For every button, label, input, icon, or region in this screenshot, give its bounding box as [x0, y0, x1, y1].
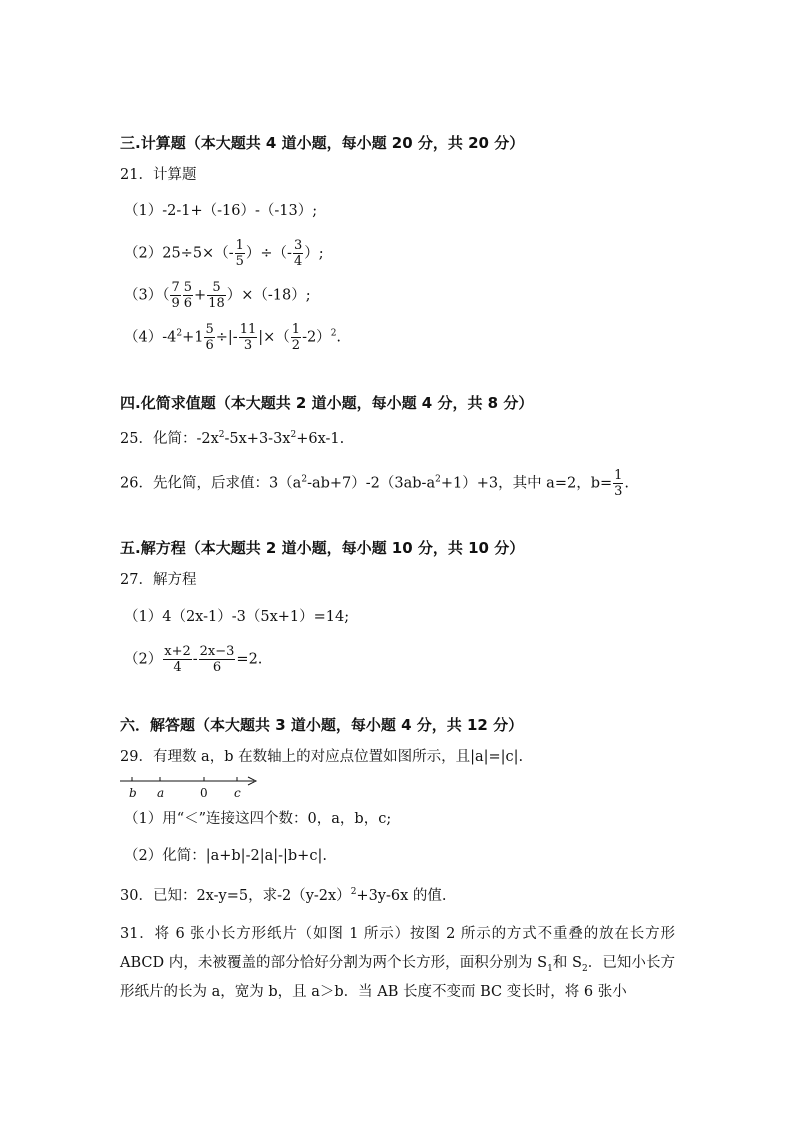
q29-part-2: （2）化简：|a+b|-2|a|-|b+c|. — [124, 848, 327, 864]
question-27: 27．解方程 — [120, 572, 197, 588]
fraction: $\frac{5}{6}$ — [183, 280, 193, 311]
question-29: 29．有理数 a，b 在数轴上的对应点位置如图所示，且|a|=|c|. — [120, 749, 524, 765]
label-c: c — [234, 786, 241, 800]
question-31: 31．将 6 张小长方形纸片（如图 1 所示）按图 2 所示的方式不重叠的放在长方形 ABCD 内，未被覆盖的部分恰好分割为两个长方形，面积分别为 $S_1$和 $S_2$．已知小长方形纸片的长为 a，宽为 b，且 a＞b．当 AB 长度不变而 BC 变长时，将 6 张小 — [120, 926, 676, 1000]
q27-part-1: （1）4（2x-1）-3（5x+1）=14; — [124, 609, 350, 625]
number-line-figure — [120, 774, 260, 800]
fraction: $\frac{x+2}{4}$ — [164, 644, 191, 675]
fraction: $\frac{5}{18}$ — [208, 280, 225, 311]
q29-part-1: （1）用“＜”连接这四个数：0，a，b，c; — [124, 811, 392, 827]
q21-part-4: $(4)-4^2+1$ $\frac{5}{6}$ ÷|- $\frac{11}{3}$ |×（ $\frac{1}{2}$ -2）$^2$. — [124, 322, 342, 353]
fraction: $\frac{1}{2}$ — [291, 322, 301, 353]
fraction: $\frac{11}{3}$ — [239, 322, 257, 353]
fraction: $\frac{3}{4}$ — [293, 238, 303, 269]
question-26: 26．先化简，后求值：$3(a^2-ab+7)-2(3ab-a^2+1)+3$，其中 a=2，b= $\frac{1}{3}$ . — [120, 468, 630, 499]
label-zero: 0 — [200, 786, 208, 800]
fraction: $\frac{2x-3}{6}$ — [199, 644, 235, 675]
section-3-heading: 三.计算题（本大题共 4 道小题，每小题 20 分，共 20 分） — [120, 134, 525, 152]
q21-part-1: （1）-2-1+（-16）-（-13）; — [124, 203, 318, 219]
label-b: b — [129, 786, 137, 800]
fraction: $\frac{5}{6}$ — [205, 322, 214, 353]
q21-part-3: （3）（ $\frac{7}{9}$ $\frac{5}{6}$ + $\frac{5}{18}$ ）×（-18）; — [124, 280, 311, 311]
section-5-heading: 五.解方程（本大题共 2 道小题，每小题 10 分，共 10 分） — [120, 539, 525, 557]
section-4-heading: 四.化简求值题（本大题共 2 道小题，每小题 4 分，共 8 分） — [120, 394, 534, 412]
label-a: a — [157, 786, 165, 800]
section-6-heading: 六．解答题（本大题共 3 道小题，每小题 4 分，共 12 分） — [120, 716, 524, 734]
fraction: $\frac{1}{5}$ — [235, 238, 244, 269]
q27-part-2: （2） $\frac{x+2}{4}$ - $\frac{2x-3}{6}$ =2. — [124, 644, 263, 675]
fraction: $\frac{7}{9}$ — [171, 280, 180, 311]
fraction: $\frac{1}{3}$ — [614, 468, 623, 499]
question-25: 25．化简：$-2x^2-5x+3-3x^2+6x-1$. — [120, 430, 345, 447]
question-21: 21．计算题 — [120, 167, 197, 183]
question-30: 30．已知：2x-y=5，求$-2(y-2x)^2+3y-6x$ 的值. — [120, 887, 447, 904]
q21-part-2: （2）25÷5×（- $\frac{1}{5}$ ）÷（- $\frac{3}{4}$ ）; — [124, 238, 324, 269]
